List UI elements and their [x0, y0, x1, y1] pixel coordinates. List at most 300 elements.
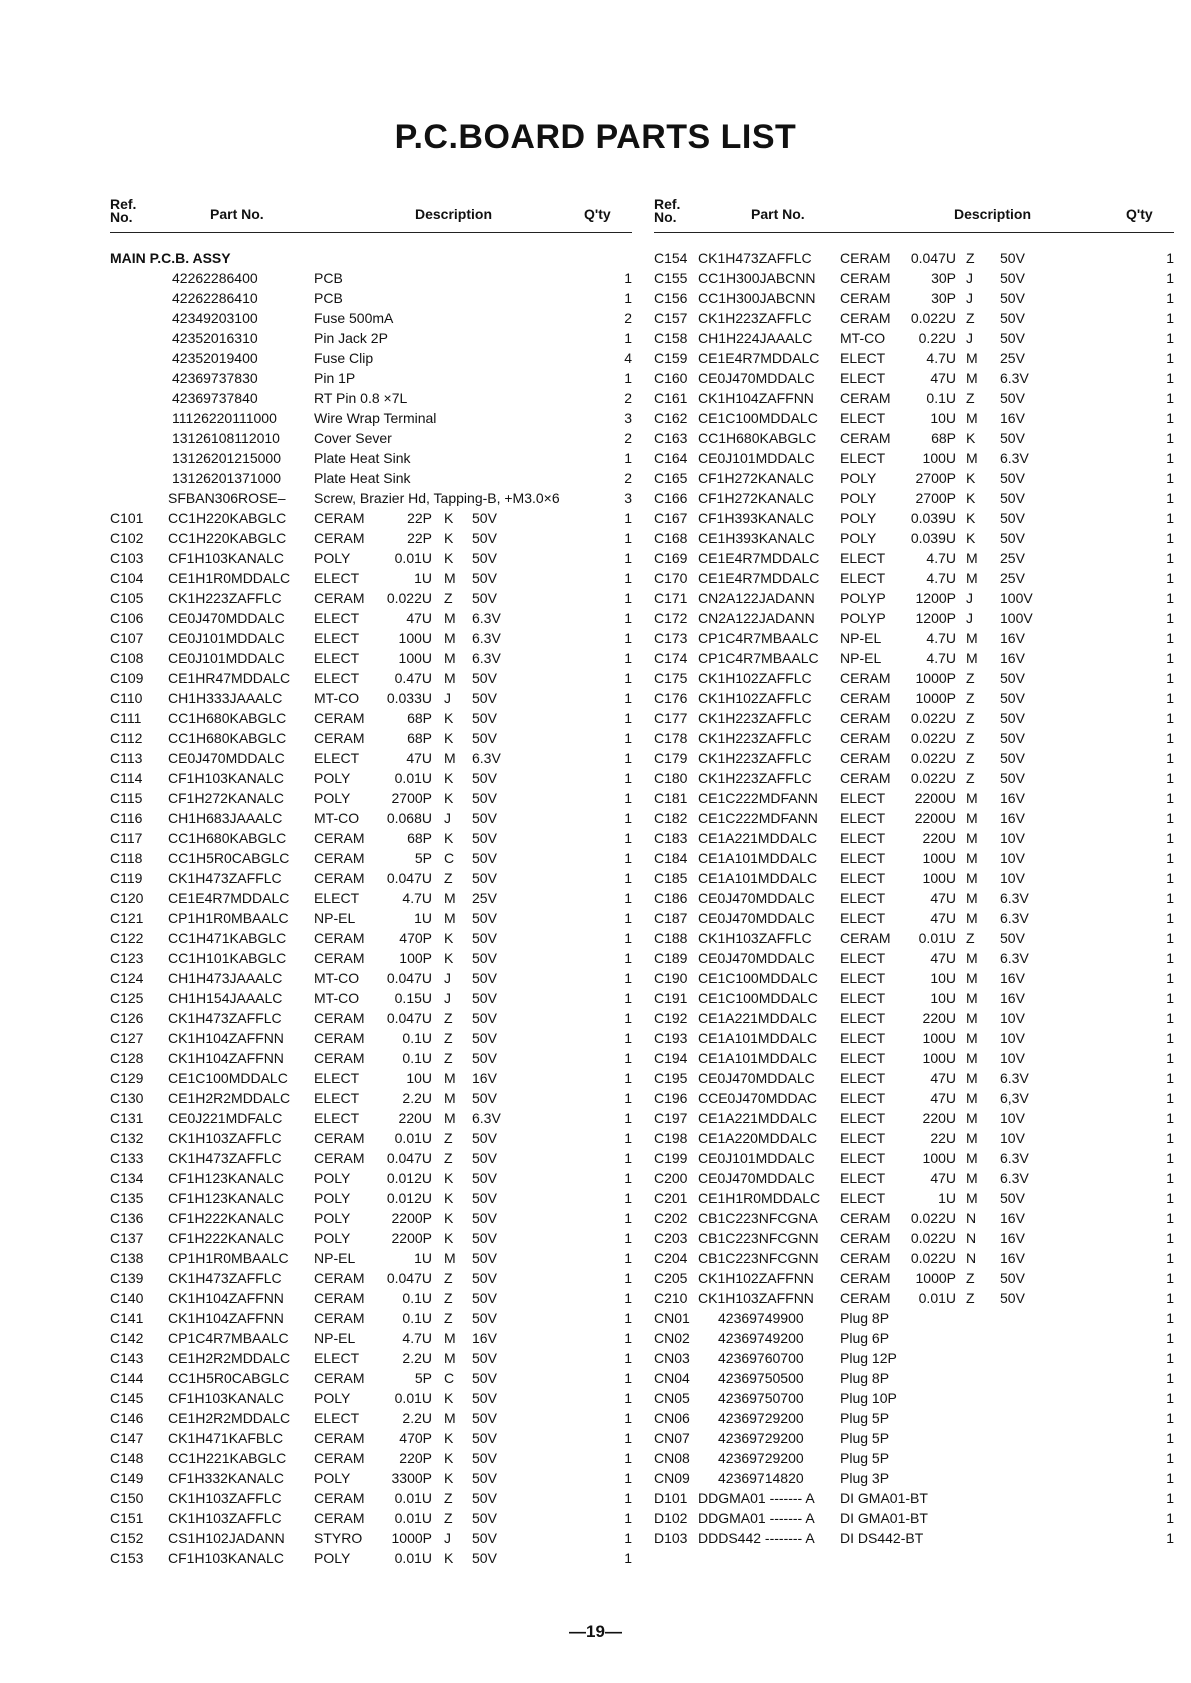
parts-row: [654, 1528, 1174, 1548]
component-type: MT-CO: [314, 990, 360, 1006]
component-type: CERAM: [314, 830, 365, 846]
voltage-rating: 16V: [1000, 630, 1025, 646]
ref-no: C189: [654, 950, 688, 966]
component-value: 4.7U: [926, 550, 956, 566]
quantity: 1: [1166, 550, 1174, 566]
part-no: CC1H5R0CABGLC: [168, 850, 290, 866]
part-no: CE0J470MDDALC: [698, 370, 815, 386]
ref-no: C163: [654, 430, 688, 446]
part-no: CF1H272KANALC: [698, 470, 814, 486]
component-value: 0.022U: [910, 1210, 956, 1226]
tolerance: J: [444, 970, 451, 986]
ref-no: C210: [654, 1290, 688, 1306]
component-type: NP-EL: [314, 910, 356, 926]
parts-row: [110, 508, 632, 528]
component-type: CERAM: [314, 1290, 365, 1306]
component-type: POLY: [314, 1210, 351, 1226]
parts-row: [110, 448, 632, 468]
component-type: POLY: [314, 1170, 351, 1186]
component-value: 4.7U: [926, 650, 956, 666]
ref-no: CN01: [654, 1310, 690, 1326]
voltage-rating: 50V: [472, 970, 497, 986]
quantity: 1: [1166, 770, 1174, 786]
ref-no: C195: [654, 1070, 688, 1086]
tolerance: Z: [444, 1050, 453, 1066]
parts-row: [654, 328, 1174, 348]
parts-row: [654, 868, 1174, 888]
quantity: 1: [624, 1290, 632, 1306]
part-no: CE1E4R7MDDALC: [698, 570, 820, 586]
voltage-rating: 6,3V: [1000, 1090, 1029, 1106]
parts-row: [110, 1068, 632, 1088]
tolerance: M: [966, 550, 978, 566]
component-value: 4.7U: [926, 350, 956, 366]
component-value: 0.022U: [386, 590, 432, 606]
quantity: 1: [624, 370, 632, 386]
component-type: CERAM: [314, 1370, 365, 1386]
ref-no: C166: [654, 490, 688, 506]
component-value: 0.022U: [910, 310, 956, 326]
parts-row: [110, 1548, 632, 1568]
parts-row: [110, 1388, 632, 1408]
description: Plug 12P: [840, 1350, 897, 1366]
quantity: 1: [624, 990, 632, 1006]
component-type: POLY: [840, 530, 877, 546]
component-type: ELECT: [840, 1130, 886, 1146]
quantity: 1: [1166, 270, 1174, 286]
ref-no: C127: [110, 1030, 144, 1046]
component-value: 0.1U: [402, 1050, 432, 1066]
component-value: 4.7U: [926, 630, 956, 646]
part-no: CC1H300JABCNN: [698, 290, 816, 306]
tolerance: M: [444, 630, 456, 646]
quantity: 1: [1166, 750, 1174, 766]
component-type: CERAM: [314, 530, 365, 546]
component-type: CERAM: [840, 730, 891, 746]
parts-row: [654, 628, 1174, 648]
parts-row: [110, 1508, 632, 1528]
component-value: 220U: [922, 830, 956, 846]
voltage-rating: 50V: [472, 670, 497, 686]
component-value: 68P: [407, 830, 432, 846]
component-value: 1000P: [915, 670, 956, 686]
ref-no: C157: [654, 310, 688, 326]
part-no: CF1H332KANALC: [168, 1470, 284, 1486]
voltage-rating: 16V: [1000, 990, 1025, 1006]
part-no-header: Part No.: [751, 206, 805, 222]
part-no: CE1A221MDDALC: [698, 1110, 818, 1126]
parts-row: [110, 768, 632, 788]
quantity: 1: [1166, 330, 1174, 346]
ref-no: C116: [110, 810, 143, 826]
ref-no: C136: [110, 1210, 144, 1226]
parts-row: [654, 248, 1174, 268]
ref-no: C137: [110, 1230, 144, 1246]
parts-row: [110, 1428, 632, 1448]
ref-no: C179: [654, 750, 688, 766]
component-value: 5P: [414, 1370, 432, 1386]
quantity: 1: [624, 730, 632, 746]
part-no: CC1H680KABGLC: [168, 710, 287, 726]
part-no: CE1A221MDDALC: [698, 830, 818, 846]
component-type: CERAM: [840, 1210, 891, 1226]
parts-row: [654, 1168, 1174, 1188]
component-value: 0.01U: [394, 1130, 432, 1146]
quantity: 3: [624, 410, 632, 426]
tolerance: M: [966, 1190, 978, 1206]
component-value: 100U: [922, 1150, 956, 1166]
component-type: POLYP: [840, 590, 886, 606]
part-no: CE0J470MDDALC: [698, 1070, 815, 1086]
ref-no: C138: [110, 1250, 144, 1266]
tolerance: Z: [966, 310, 975, 326]
parts-row: [654, 908, 1174, 928]
component-type: ELECT: [314, 1350, 360, 1366]
voltage-rating: 50V: [472, 1410, 497, 1426]
parts-row: [110, 1188, 632, 1208]
component-value: 47U: [930, 1090, 956, 1106]
component-type: CERAM: [314, 950, 365, 966]
part-no: CK1H103ZAFFNN: [698, 1290, 814, 1306]
ref-no: C155: [654, 270, 688, 286]
parts-row: [110, 688, 632, 708]
quantity: 1: [1166, 430, 1174, 446]
part-no: CK1H223ZAFFLC: [698, 310, 812, 326]
tolerance: N: [966, 1230, 977, 1246]
parts-row: [110, 1448, 632, 1468]
parts-row: [110, 888, 632, 908]
component-value: 220U: [922, 1110, 956, 1126]
voltage-rating: 10V: [1000, 870, 1025, 886]
component-value: 1000P: [391, 1530, 432, 1546]
voltage-rating: 50V: [1000, 330, 1025, 346]
part-no: CP1H1R0MBAALC: [168, 910, 289, 926]
component-type: CERAM: [840, 710, 891, 726]
quantity: 1: [1166, 850, 1174, 866]
part-no: CK1H104ZAFFNN: [168, 1310, 284, 1326]
tolerance: M: [966, 890, 978, 906]
part-no: CK1H473ZAFFLC: [168, 870, 282, 886]
component-type: ELECT: [840, 1030, 886, 1046]
tolerance: Z: [966, 770, 975, 786]
voltage-rating: 50V: [472, 910, 497, 926]
parts-row: [654, 1048, 1174, 1068]
quantity: 1: [1166, 990, 1174, 1006]
voltage-rating: 50V: [472, 1370, 497, 1386]
quantity: 1: [624, 1270, 632, 1286]
voltage-rating: 16V: [1000, 650, 1025, 666]
description: Plate Heat Sink: [314, 470, 411, 486]
parts-row: [654, 668, 1174, 688]
parts-row: [110, 428, 632, 448]
ref-no: C143: [110, 1350, 144, 1366]
voltage-rating: 50V: [1000, 270, 1025, 286]
voltage-rating: 6.3V: [472, 610, 501, 626]
quantity: 1: [1166, 910, 1174, 926]
tolerance: K: [444, 1170, 454, 1186]
component-value: 100U: [398, 650, 432, 666]
ref-no: CN06: [654, 1410, 690, 1426]
component-type: STYRO: [314, 1530, 363, 1546]
part-no: CE0J470MDDALC: [698, 1170, 815, 1186]
ref-no: C140: [110, 1290, 144, 1306]
parts-row: [654, 1008, 1174, 1028]
parts-row: [654, 1068, 1174, 1088]
tolerance: M: [966, 1090, 978, 1106]
description: DI GMA01-BT: [840, 1510, 928, 1526]
ref-no: C150: [110, 1490, 144, 1506]
parts-row: [654, 1448, 1174, 1468]
ref-no: C173: [654, 630, 688, 646]
quantity: 1: [624, 1150, 632, 1166]
component-value: 0.01U: [394, 550, 432, 566]
quantity: 1: [624, 270, 632, 286]
part-no: CF1H123KANALC: [168, 1190, 284, 1206]
quantity: 1: [1166, 490, 1174, 506]
component-type: ELECT: [840, 810, 886, 826]
voltage-rating: 6.3V: [1000, 370, 1029, 386]
part-no: 13126108112010: [172, 430, 280, 446]
component-type: ELECT: [840, 450, 886, 466]
tolerance: C: [444, 1370, 455, 1386]
component-type: CERAM: [314, 870, 365, 886]
component-value: 22P: [407, 510, 432, 526]
quantity: 1: [624, 1210, 632, 1226]
component-value: 2700P: [915, 490, 956, 506]
quantity: 1: [1166, 470, 1174, 486]
ref-no: C107: [110, 630, 144, 646]
ref-no: C183: [654, 830, 688, 846]
tolerance: M: [966, 1030, 978, 1046]
tolerance: J: [966, 590, 973, 606]
parts-row: [654, 1228, 1174, 1248]
ref-no: C135: [110, 1190, 144, 1206]
part-no: CH1H473JAAALC: [168, 970, 283, 986]
part-no: CE1A101MDDALC: [698, 1030, 818, 1046]
voltage-rating: 50V: [1000, 670, 1025, 686]
tolerance: Z: [966, 1290, 975, 1306]
component-type: POLY: [314, 770, 351, 786]
tolerance: J: [966, 270, 973, 286]
description: PCB: [314, 290, 343, 306]
component-value: 0.022U: [910, 770, 956, 786]
component-type: CERAM: [314, 1050, 365, 1066]
ref-no: C147: [110, 1430, 144, 1446]
ref-no: C118: [110, 850, 143, 866]
ref-no: C200: [654, 1170, 688, 1186]
voltage-rating: 50V: [472, 1350, 497, 1366]
description: Cover Sever: [314, 430, 392, 446]
ref-no: C114: [110, 770, 143, 786]
quantity: 1: [1166, 930, 1174, 946]
parts-row: [654, 1288, 1174, 1308]
voltage-rating: 16V: [1000, 810, 1025, 826]
component-value: 0.047U: [386, 970, 432, 986]
quantity: 1: [1166, 1190, 1174, 1206]
voltage-rating: 16V: [1000, 790, 1025, 806]
component-value: 30P: [931, 270, 956, 286]
component-type: ELECT: [314, 1110, 360, 1126]
tolerance: M: [966, 810, 978, 826]
ref-no: C121: [110, 910, 144, 926]
component-type: POLY: [314, 1230, 351, 1246]
voltage-rating: 25V: [472, 890, 497, 906]
quantity: 1: [624, 1310, 632, 1326]
component-type: ELECT: [314, 610, 360, 626]
part-no: CE1C222MDFANN: [698, 790, 818, 806]
part-no: CF1H393KANALC: [698, 510, 814, 526]
voltage-rating: 50V: [472, 1530, 497, 1546]
part-no: 42262286400: [172, 270, 258, 286]
quantity: 1: [1166, 830, 1174, 846]
tolerance: Z: [444, 1150, 453, 1166]
quantity: 1: [624, 590, 632, 606]
tolerance: K: [966, 510, 976, 526]
component-type: CERAM: [840, 690, 891, 706]
tolerance: M: [966, 790, 978, 806]
quantity: 1: [624, 570, 632, 586]
ref-no: C178: [654, 730, 688, 746]
voltage-rating: 6.3V: [1000, 450, 1029, 466]
voltage-rating: 10V: [1000, 1130, 1025, 1146]
parts-row: [654, 1488, 1174, 1508]
component-type: CERAM: [314, 1510, 365, 1526]
component-type: ELECT: [840, 410, 886, 426]
ref-no: C181: [654, 790, 688, 806]
ref-no: CN03: [654, 1350, 690, 1366]
component-type: CERAM: [314, 1430, 365, 1446]
tolerance: M: [444, 890, 456, 906]
parts-row: [654, 788, 1174, 808]
parts-row: [654, 1468, 1174, 1488]
left-parts-list: [110, 248, 632, 1568]
quantity: 1: [1166, 610, 1174, 626]
quantity: 1: [1166, 1030, 1174, 1046]
description: Plug 3P: [840, 1470, 890, 1486]
tolerance: Z: [966, 1270, 975, 1286]
tolerance: K: [444, 1450, 454, 1466]
quantity: 1: [624, 1330, 632, 1346]
voltage-rating: 25V: [1000, 350, 1025, 366]
voltage-rating: 6.3V: [472, 630, 501, 646]
ref-no: C141: [110, 1310, 144, 1326]
component-type: MT-CO: [840, 330, 886, 346]
quantity: 1: [624, 1450, 632, 1466]
ref-no: C146: [110, 1410, 144, 1426]
component-type: CERAM: [314, 1310, 365, 1326]
tolerance: K: [444, 1470, 454, 1486]
right-column-header: [654, 196, 1174, 233]
voltage-rating: 16V: [1000, 1250, 1025, 1266]
part-no: CK1H103ZAFFLC: [698, 930, 812, 946]
ref-no: C104: [110, 570, 144, 586]
ref-no: C133: [110, 1150, 144, 1166]
part-no: CK1H473ZAFFLC: [168, 1150, 282, 1166]
parts-row: [110, 1208, 632, 1228]
voltage-rating: 6.3V: [1000, 1070, 1029, 1086]
component-type: NP-EL: [314, 1250, 356, 1266]
component-type: ELECT: [314, 1090, 360, 1106]
component-value: 2700P: [915, 470, 956, 486]
tolerance: K: [444, 1550, 454, 1566]
voltage-rating: 50V: [472, 810, 497, 826]
quantity: 1: [624, 910, 632, 926]
component-value: 5P: [414, 850, 432, 866]
ref-no: C170: [654, 570, 688, 586]
ref-no: C197: [654, 1110, 688, 1126]
voltage-rating: 50V: [1000, 730, 1025, 746]
component-type: ELECT: [840, 1050, 886, 1066]
parts-row: [654, 428, 1174, 448]
component-type: CERAM: [840, 310, 891, 326]
part-no: CP1C4R7MBAALC: [698, 650, 819, 666]
part-no: 42369760700: [718, 1350, 804, 1366]
voltage-rating: 6.3V: [1000, 910, 1029, 926]
voltage-rating: 50V: [1000, 750, 1025, 766]
part-no: CN2A122JADANN: [698, 590, 815, 606]
quantity: 1: [1166, 1410, 1174, 1426]
ref-no: C151: [110, 1510, 144, 1526]
voltage-rating: 10V: [1000, 1030, 1025, 1046]
quantity: 1: [624, 890, 632, 906]
component-type: CERAM: [840, 1250, 891, 1266]
component-value: 0.068U: [386, 810, 432, 826]
ref-no: C169: [654, 550, 688, 566]
voltage-rating: 50V: [472, 1150, 497, 1166]
quantity: 1: [1166, 1170, 1174, 1186]
tolerance: Z: [966, 250, 975, 266]
parts-row: [110, 1228, 632, 1248]
part-no: CK1H473ZAFFLC: [698, 250, 812, 266]
voltage-rating: 50V: [1000, 490, 1025, 506]
component-value: 100U: [922, 1030, 956, 1046]
tolerance: K: [444, 770, 454, 786]
parts-row: [110, 1048, 632, 1068]
tolerance: M: [966, 1130, 978, 1146]
part-no: 42369749900: [718, 1310, 804, 1326]
parts-row: [110, 788, 632, 808]
quantity: 1: [624, 1510, 632, 1526]
quantity: 1: [1166, 1130, 1174, 1146]
voltage-rating: 50V: [472, 1130, 497, 1146]
tolerance: K: [966, 470, 976, 486]
voltage-rating: 16V: [1000, 1230, 1025, 1246]
parts-row: [110, 1308, 632, 1328]
parts-row: [110, 288, 632, 308]
tolerance: M: [444, 650, 456, 666]
quantity: 1: [1166, 630, 1174, 646]
part-no: CE1H1R0MDDALC: [168, 570, 291, 586]
quantity: 2: [624, 390, 632, 406]
component-value: 470P: [399, 1430, 432, 1446]
part-no: CE0J470MDDALC: [168, 750, 285, 766]
component-type: ELECT: [314, 570, 360, 586]
parts-row: [654, 1088, 1174, 1108]
parts-row: [110, 1168, 632, 1188]
quantity: 1: [1166, 1370, 1174, 1386]
component-value: 47U: [930, 890, 956, 906]
ref-no: C192: [654, 1010, 688, 1026]
component-type: ELECT: [840, 1090, 886, 1106]
component-type: CERAM: [840, 270, 891, 286]
parts-row: [110, 468, 632, 488]
quantity: 1: [624, 810, 632, 826]
quantity: 1: [624, 510, 632, 526]
component-value: 0.039U: [910, 530, 956, 546]
part-no: CH1H154JAAALC: [168, 990, 283, 1006]
ref-no: C199: [654, 1150, 688, 1166]
component-value: 0.1U: [402, 1310, 432, 1326]
